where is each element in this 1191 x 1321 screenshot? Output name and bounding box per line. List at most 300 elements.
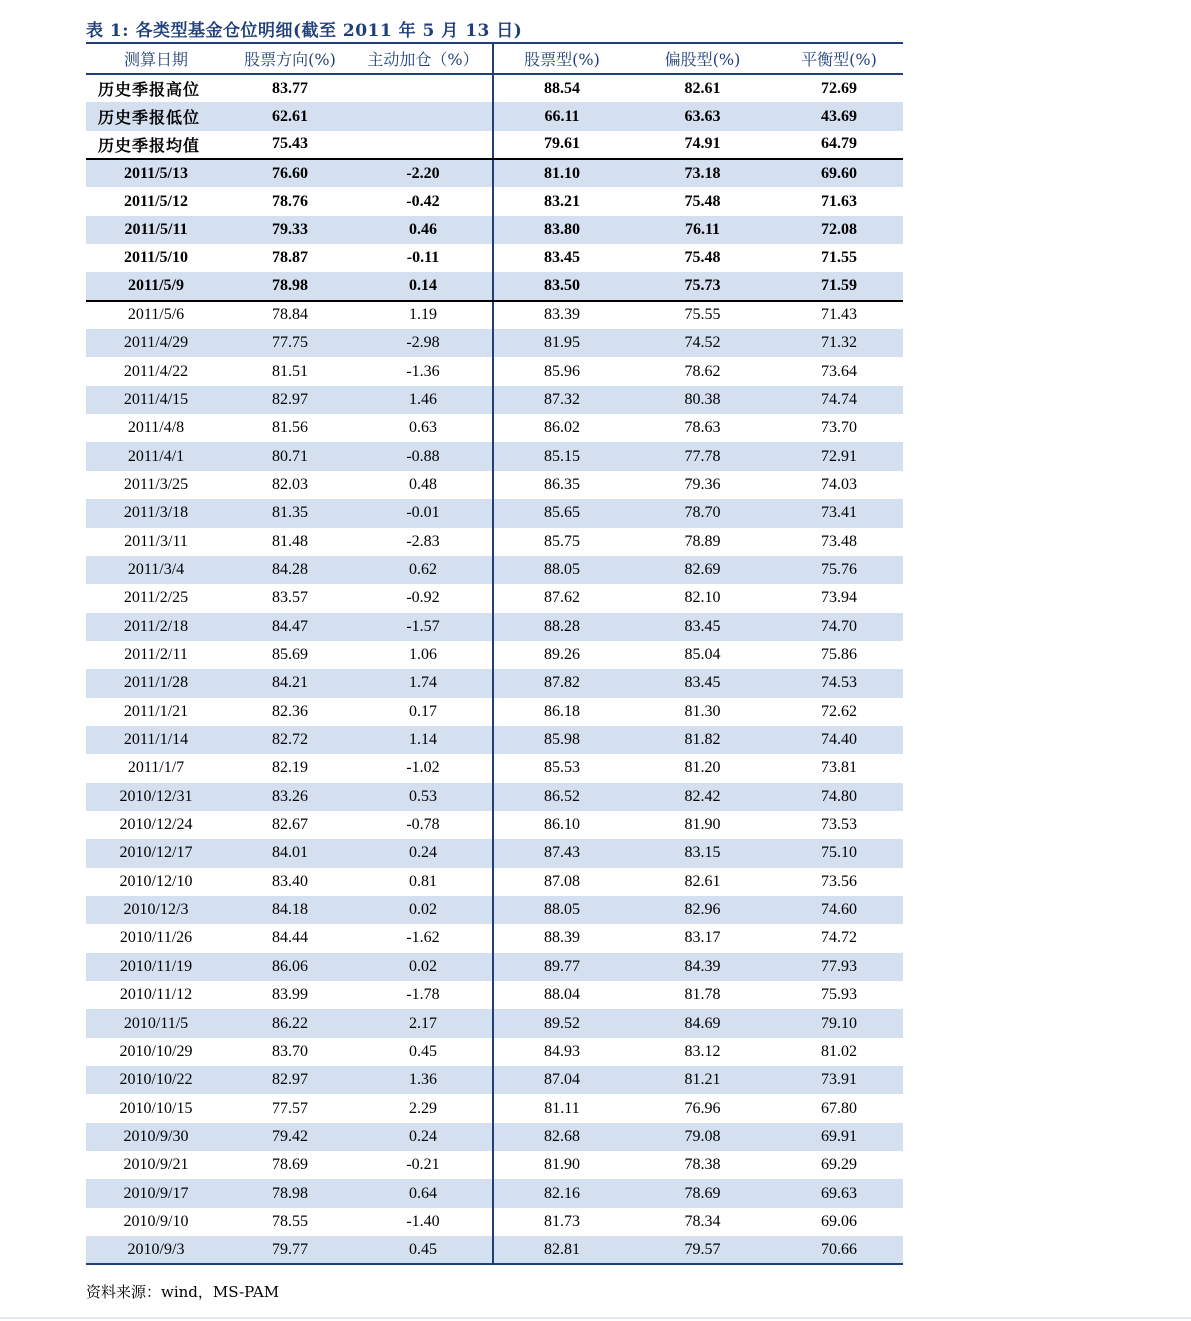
table-row (86, 726, 903, 754)
cell-balanced-fund: 75.10 (775, 839, 903, 867)
table-row (86, 131, 903, 159)
cell-active-add: -1.36 (354, 357, 493, 385)
cell-equity-fund: 86.18 (544, 702, 580, 720)
cell-date: 2011/1/28 (86, 669, 226, 697)
cell-equity-fund: 88.05 (493, 556, 630, 584)
cell-active-add: -1.78 (354, 981, 493, 1009)
cell-date: 2010/12/24 (119, 816, 193, 834)
table-row (86, 244, 903, 272)
cell-equity-fund: 85.98 (493, 726, 630, 754)
cell-partial-equity-fund: 82.69 (630, 556, 775, 584)
cell-balanced-fund: 74.40 (775, 726, 903, 754)
cell-stock-direction: 83.99 (272, 986, 308, 1004)
table-row (86, 783, 903, 811)
cell-partial-equity-fund: 81.78 (684, 986, 721, 1004)
cell-equity-fund: 81.95 (493, 329, 630, 357)
table-row (86, 272, 903, 300)
cell-balanced-fund: 72.08 (775, 216, 903, 244)
table-row (86, 1009, 903, 1037)
cell-active-add: 0.53 (354, 783, 493, 811)
cell-stock-direction: 79.77 (226, 1236, 354, 1264)
cell-date: 2010/9/3 (86, 1236, 226, 1264)
cell-date: 2011/4/8 (127, 419, 185, 437)
cell-balanced-fund: 74.80 (775, 783, 903, 811)
cell-equity-fund: 87.43 (493, 839, 630, 867)
cell-partial-equity-fund: 78.63 (684, 419, 721, 437)
cell-active-add: -0.78 (354, 811, 493, 839)
cell-equity-fund: 85.15 (493, 442, 630, 470)
table-row (86, 669, 903, 697)
cell-date: 历史季报高位 (98, 80, 201, 100)
cell-equity-fund: 89.77 (493, 953, 630, 981)
cell-date: 2010/9/30 (86, 1123, 226, 1151)
cell-balanced-fund: 74.70 (775, 613, 903, 641)
cell-date: 2010/11/12 (119, 986, 193, 1004)
cell-stock-direction: 76.60 (226, 159, 354, 187)
cell-equity-fund: 84.93 (544, 1042, 580, 1060)
cell-stock-direction: 82.97 (226, 1066, 354, 1094)
table-row (86, 102, 903, 130)
cell-active-add: 0.24 (354, 839, 493, 867)
table-row (86, 1038, 903, 1066)
cell-equity-fund: 88.04 (544, 986, 580, 1004)
cell-equity-fund: 66.11 (493, 102, 630, 130)
cell-equity-fund: 83.80 (493, 216, 630, 244)
table-header-row (86, 43, 903, 74)
cell-active-add: 0.62 (354, 556, 493, 584)
cell-active-add: 0.45 (354, 1038, 493, 1066)
cell-equity-fund: 86.02 (544, 419, 580, 437)
cell-stock-direction: 81.48 (272, 532, 308, 550)
cell-partial-equity-fund: 77.78 (630, 442, 775, 470)
cell-partial-equity-fund: 82.61 (684, 872, 721, 890)
cell-partial-equity-fund: 79.08 (630, 1123, 775, 1151)
cell-partial-equity-fund: 84.39 (630, 953, 775, 981)
cell-stock-direction: 86.22 (226, 1009, 354, 1037)
cell-equity-fund: 88.05 (493, 896, 630, 924)
table-row (86, 1066, 903, 1094)
cell-active-add: 0.81 (354, 868, 493, 896)
cell-date: 2011/3/11 (124, 532, 188, 550)
cell-active-add: -0.88 (354, 442, 493, 470)
cell-balanced-fund: 73.53 (821, 816, 857, 834)
table-row (86, 1151, 903, 1179)
table-row (86, 868, 903, 896)
cell-stock-direction: 78.84 (272, 306, 308, 324)
page-bottom-divider (0, 1317, 1191, 1319)
cell-partial-equity-fund: 83.15 (630, 839, 775, 867)
cell-stock-direction: 84.18 (226, 896, 354, 924)
cell-partial-equity-fund: 63.63 (630, 102, 775, 130)
table-title: 表 1: 各类型基金仓位明细(截至 2011 年 5 月 13 日) (86, 21, 523, 41)
cell-partial-equity-fund: 83.12 (684, 1042, 721, 1060)
cell-date: 2011/4/22 (123, 362, 189, 380)
cell-balanced-fund: 73.91 (775, 1066, 903, 1094)
table-row (86, 1123, 903, 1151)
cell-stock-direction: 79.33 (226, 216, 354, 244)
cell-active-add: 2.29 (354, 1094, 493, 1122)
cell-equity-fund: 88.39 (544, 929, 580, 947)
cell-active-add: -0.42 (354, 187, 493, 215)
cell-date: 2010/12/10 (119, 872, 193, 890)
cell-partial-equity-fund: 76.96 (684, 1099, 721, 1117)
cell-active-add (354, 102, 493, 130)
cell-equity-fund: 82.16 (493, 1179, 630, 1207)
cell-balanced-fund: 43.69 (775, 102, 903, 130)
table-row (86, 216, 903, 244)
cell-partial-equity-fund: 85.04 (684, 646, 721, 664)
cell-stock-direction: 82.67 (272, 816, 308, 834)
cell-equity-fund: 83.45 (544, 249, 580, 267)
cell-equity-fund: 85.65 (493, 499, 630, 527)
cell-balanced-fund: 69.06 (821, 1212, 857, 1230)
cell-active-add: 0.45 (354, 1236, 493, 1264)
cell-balanced-fund: 73.81 (821, 759, 857, 777)
cell-partial-equity-fund: 79.36 (684, 475, 721, 493)
cell-equity-fund: 83.50 (493, 272, 630, 300)
cell-stock-direction: 84.47 (226, 613, 354, 641)
cell-date: 2011/5/10 (123, 249, 188, 267)
cell-active-add: 1.19 (354, 301, 493, 329)
table-row (86, 357, 903, 385)
cell-partial-equity-fund: 82.96 (630, 896, 775, 924)
cell-partial-equity-fund: 78.38 (684, 1156, 721, 1174)
source-note: 资料来源：wind，MS-PAM (86, 1283, 280, 1301)
cell-date: 2011/2/11 (124, 646, 188, 664)
cell-date: 2011/4/29 (86, 329, 226, 357)
cell-active-add: -0.92 (354, 584, 493, 612)
cell-date: 2011/4/1 (86, 442, 226, 470)
cell-active-add: 0.02 (354, 953, 493, 981)
cell-date: 2011/1/7 (127, 759, 185, 777)
cell-active-add: 0.63 (354, 414, 493, 442)
cell-partial-equity-fund: 74.91 (630, 131, 775, 159)
cell-partial-equity-fund: 80.38 (630, 386, 775, 414)
cell-partial-equity-fund: 73.18 (630, 159, 775, 187)
cell-balanced-fund: 73.94 (821, 589, 857, 607)
cell-active-add: -2.83 (354, 528, 493, 556)
table-row (86, 74, 903, 102)
cell-active-add: 0.46 (354, 216, 493, 244)
cell-balanced-fund: 73.48 (821, 532, 857, 550)
cell-partial-equity-fund: 81.90 (684, 816, 721, 834)
cell-active-add: 0.24 (354, 1123, 493, 1151)
cell-balanced-fund: 69.60 (775, 159, 903, 187)
cell-active-add: -0.21 (354, 1151, 493, 1179)
header-date: 测算日期 (86, 43, 226, 74)
cell-date: 2011/1/21 (123, 702, 189, 720)
table-row (86, 159, 903, 187)
cell-equity-fund: 81.11 (544, 1099, 580, 1117)
cell-active-add (354, 74, 493, 102)
table-row (86, 556, 903, 584)
cell-equity-fund: 88.28 (493, 613, 630, 641)
fund-position-table (86, 42, 903, 1265)
cell-date: 2010/11/5 (86, 1009, 226, 1037)
cell-partial-equity-fund: 82.42 (630, 783, 775, 811)
cell-balanced-fund: 73.70 (821, 419, 857, 437)
cell-active-add: -2.98 (354, 329, 493, 357)
cell-active-add: 0.64 (354, 1179, 493, 1207)
cell-partial-equity-fund: 76.11 (630, 216, 775, 244)
cell-active-add: -1.62 (354, 924, 493, 952)
cell-stock-direction: 83.40 (272, 872, 308, 890)
table-row (86, 811, 903, 839)
cell-active-add: 1.06 (354, 641, 493, 669)
cell-partial-equity-fund: 82.10 (684, 589, 721, 607)
cell-partial-equity-fund: 78.62 (684, 362, 721, 380)
cell-active-add: 0.48 (354, 471, 493, 499)
table-row (86, 1236, 903, 1264)
cell-equity-fund: 86.10 (544, 816, 580, 834)
cell-equity-fund: 82.68 (493, 1123, 630, 1151)
cell-partial-equity-fund: 78.34 (684, 1212, 721, 1230)
cell-partial-equity-fund: 78.70 (630, 499, 775, 527)
cell-equity-fund: 89.52 (493, 1009, 630, 1037)
cell-stock-direction: 78.69 (272, 1156, 308, 1174)
cell-partial-equity-fund: 78.89 (684, 532, 721, 550)
cell-equity-fund: 83.21 (544, 192, 580, 210)
cell-date: 2010/10/29 (119, 1042, 193, 1060)
cell-stock-direction: 62.61 (226, 102, 354, 130)
cell-stock-direction: 83.57 (272, 589, 308, 607)
cell-partial-equity-fund: 83.45 (630, 613, 775, 641)
cell-balanced-fund: 72.69 (821, 79, 857, 97)
cell-stock-direction: 81.35 (226, 499, 354, 527)
cell-stock-direction: 82.36 (272, 702, 308, 720)
cell-date: 2010/12/31 (86, 783, 226, 811)
cell-balanced-fund: 75.93 (821, 986, 857, 1004)
cell-equity-fund: 79.61 (493, 131, 630, 159)
table-row (86, 698, 903, 726)
cell-partial-equity-fund: 81.82 (630, 726, 775, 754)
cell-date: 2011/2/18 (86, 613, 226, 641)
cell-stock-direction: 78.98 (226, 1179, 354, 1207)
table-row (86, 386, 903, 414)
cell-balanced-fund: 74.60 (775, 896, 903, 924)
table-row (86, 641, 903, 669)
table-row (86, 471, 903, 499)
cell-stock-direction: 83.70 (272, 1042, 308, 1060)
header-partial-equity-fund: 偏股型(%) (630, 43, 775, 74)
table-row (86, 499, 903, 527)
cell-active-add: 1.36 (354, 1066, 493, 1094)
cell-active-add: 1.46 (354, 386, 493, 414)
cell-stock-direction: 86.06 (226, 953, 354, 981)
cell-equity-fund: 83.39 (544, 306, 580, 324)
cell-equity-fund: 87.08 (544, 872, 580, 890)
table-row (86, 584, 903, 612)
cell-balanced-fund: 71.55 (821, 249, 857, 267)
cell-date: 2011/5/13 (86, 159, 226, 187)
cell-date: 2011/4/15 (86, 386, 226, 414)
cell-stock-direction: 77.57 (272, 1099, 308, 1117)
cell-stock-direction: 83.26 (226, 783, 354, 811)
cell-date: 2011/5/11 (86, 216, 226, 244)
cell-equity-fund: 89.26 (544, 646, 580, 664)
cell-stock-direction: 82.72 (226, 726, 354, 754)
cell-balanced-fund: 67.80 (821, 1099, 857, 1117)
cell-partial-equity-fund: 83.45 (630, 669, 775, 697)
table-row (86, 613, 903, 641)
cell-balanced-fund: 74.03 (821, 475, 857, 493)
cell-equity-fund: 87.04 (493, 1066, 630, 1094)
cell-date: 2011/3/18 (86, 499, 226, 527)
cell-balanced-fund: 71.59 (775, 272, 903, 300)
cell-equity-fund: 87.32 (493, 386, 630, 414)
cell-active-add: 0.17 (354, 698, 493, 726)
cell-date: 2010/11/19 (86, 953, 226, 981)
cell-date: 2011/5/12 (123, 192, 188, 210)
table-row (86, 953, 903, 981)
cell-date: 2010/9/21 (123, 1156, 189, 1174)
cell-stock-direction: 82.03 (272, 475, 308, 493)
cell-partial-equity-fund: 75.55 (684, 306, 721, 324)
table-row (86, 754, 903, 782)
cell-balanced-fund: 77.93 (775, 953, 903, 981)
header-equity-fund: 股票型(%) (493, 43, 630, 74)
cell-balanced-fund: 73.41 (775, 499, 903, 527)
cell-active-add: 1.14 (354, 726, 493, 754)
cell-partial-equity-fund: 84.69 (630, 1009, 775, 1037)
cell-equity-fund: 87.82 (493, 669, 630, 697)
cell-date: 2011/3/25 (123, 475, 189, 493)
cell-partial-equity-fund: 75.48 (684, 192, 721, 210)
cell-balanced-fund: 72.62 (821, 702, 857, 720)
cell-active-add: 0.02 (354, 896, 493, 924)
cell-partial-equity-fund: 81.20 (684, 759, 721, 777)
cell-equity-fund: 81.73 (544, 1212, 580, 1230)
cell-equity-fund: 81.90 (544, 1156, 580, 1174)
cell-active-add: 0.14 (354, 272, 493, 300)
cell-balanced-fund: 69.29 (821, 1156, 857, 1174)
cell-balanced-fund: 75.76 (775, 556, 903, 584)
table-row (86, 301, 903, 329)
cell-date: 2011/2/25 (123, 589, 189, 607)
cell-active-add: -0.11 (354, 244, 493, 272)
cell-partial-equity-fund: 79.57 (630, 1236, 775, 1264)
cell-equity-fund: 82.81 (493, 1236, 630, 1264)
cell-balanced-fund: 72.91 (775, 442, 903, 470)
cell-stock-direction: 80.71 (226, 442, 354, 470)
cell-stock-direction: 81.56 (272, 419, 308, 437)
cell-active-add: -0.01 (354, 499, 493, 527)
cell-active-add: -1.02 (354, 754, 493, 782)
table-row (86, 1179, 903, 1207)
cell-active-add: 2.17 (354, 1009, 493, 1037)
cell-equity-fund: 85.53 (544, 759, 580, 777)
cell-balanced-fund: 74.74 (775, 386, 903, 414)
cell-equity-fund: 87.62 (544, 589, 580, 607)
cell-stock-direction: 82.97 (226, 386, 354, 414)
cell-balanced-fund: 69.63 (775, 1179, 903, 1207)
cell-date: 历史季报低位 (86, 102, 226, 130)
cell-date: 2010/9/17 (86, 1179, 226, 1207)
cell-date: 2010/12/3 (86, 896, 226, 924)
cell-balanced-fund: 74.53 (775, 669, 903, 697)
cell-balanced-fund: 70.66 (775, 1236, 903, 1264)
cell-date: 2010/11/26 (119, 929, 193, 947)
header-active-add: 主动加仓（%） (354, 43, 493, 74)
cell-equity-fund: 88.54 (544, 79, 580, 97)
cell-date: 2010/9/10 (123, 1212, 189, 1230)
cell-stock-direction: 75.43 (226, 131, 354, 159)
cell-equity-fund: 85.75 (544, 532, 580, 550)
cell-stock-direction: 84.01 (226, 839, 354, 867)
cell-active-add: -1.40 (354, 1208, 493, 1236)
cell-equity-fund: 86.52 (493, 783, 630, 811)
table-row (86, 528, 903, 556)
cell-balanced-fund: 73.64 (821, 362, 857, 380)
cell-stock-direction: 82.19 (272, 759, 308, 777)
table-row (86, 839, 903, 867)
cell-active-add: 1.74 (354, 669, 493, 697)
table-row (86, 924, 903, 952)
cell-partial-equity-fund: 78.69 (630, 1179, 775, 1207)
cell-partial-equity-fund: 74.52 (630, 329, 775, 357)
table-row (86, 1208, 903, 1236)
table-body (86, 74, 903, 1264)
cell-equity-fund: 85.96 (544, 362, 580, 380)
header-balanced-fund: 平衡型(%) (775, 43, 903, 74)
cell-partial-equity-fund: 82.61 (684, 79, 721, 97)
table-row (86, 1094, 903, 1122)
cell-stock-direction: 85.69 (272, 646, 308, 664)
cell-date: 2011/3/4 (86, 556, 226, 584)
cell-stock-direction: 84.21 (226, 669, 354, 697)
cell-balanced-fund: 71.43 (821, 306, 857, 324)
cell-stock-direction: 84.44 (272, 929, 308, 947)
cell-partial-equity-fund: 75.48 (684, 249, 721, 267)
cell-partial-equity-fund: 81.30 (684, 702, 721, 720)
cell-date: 2010/10/22 (86, 1066, 226, 1094)
table-row (86, 329, 903, 357)
cell-stock-direction: 78.98 (226, 272, 354, 300)
cell-balanced-fund: 74.72 (821, 929, 857, 947)
cell-equity-fund: 86.35 (544, 475, 580, 493)
table-row (86, 414, 903, 442)
table-row (86, 896, 903, 924)
cell-active-add (354, 131, 493, 159)
cell-active-add: -2.20 (354, 159, 493, 187)
cell-balanced-fund: 75.86 (821, 646, 857, 664)
table-row (86, 442, 903, 470)
cell-balanced-fund: 71.63 (821, 192, 857, 210)
cell-date: 2010/12/17 (86, 839, 226, 867)
cell-active-add: -1.57 (354, 613, 493, 641)
header-stock-direction: 股票方向(%) (226, 43, 354, 74)
cell-partial-equity-fund: 81.21 (630, 1066, 775, 1094)
cell-balanced-fund: 64.79 (775, 131, 903, 159)
cell-stock-direction: 78.76 (272, 192, 308, 210)
cell-equity-fund: 81.10 (493, 159, 630, 187)
cell-stock-direction: 78.87 (272, 249, 308, 267)
cell-stock-direction: 78.55 (272, 1212, 308, 1230)
cell-balanced-fund: 69.91 (775, 1123, 903, 1151)
cell-date: 2011/5/9 (86, 272, 226, 300)
cell-date: 2011/1/14 (86, 726, 226, 754)
cell-stock-direction: 84.28 (226, 556, 354, 584)
cell-balanced-fund: 71.32 (775, 329, 903, 357)
cell-partial-equity-fund: 83.17 (684, 929, 721, 947)
table-row (86, 187, 903, 215)
cell-stock-direction: 77.75 (226, 329, 354, 357)
cell-balanced-fund: 73.56 (821, 872, 857, 890)
cell-stock-direction: 79.42 (226, 1123, 354, 1151)
cell-date: 历史季报均值 (86, 131, 226, 159)
cell-date: 2011/5/6 (127, 306, 185, 324)
cell-date: 2010/10/15 (119, 1099, 193, 1117)
